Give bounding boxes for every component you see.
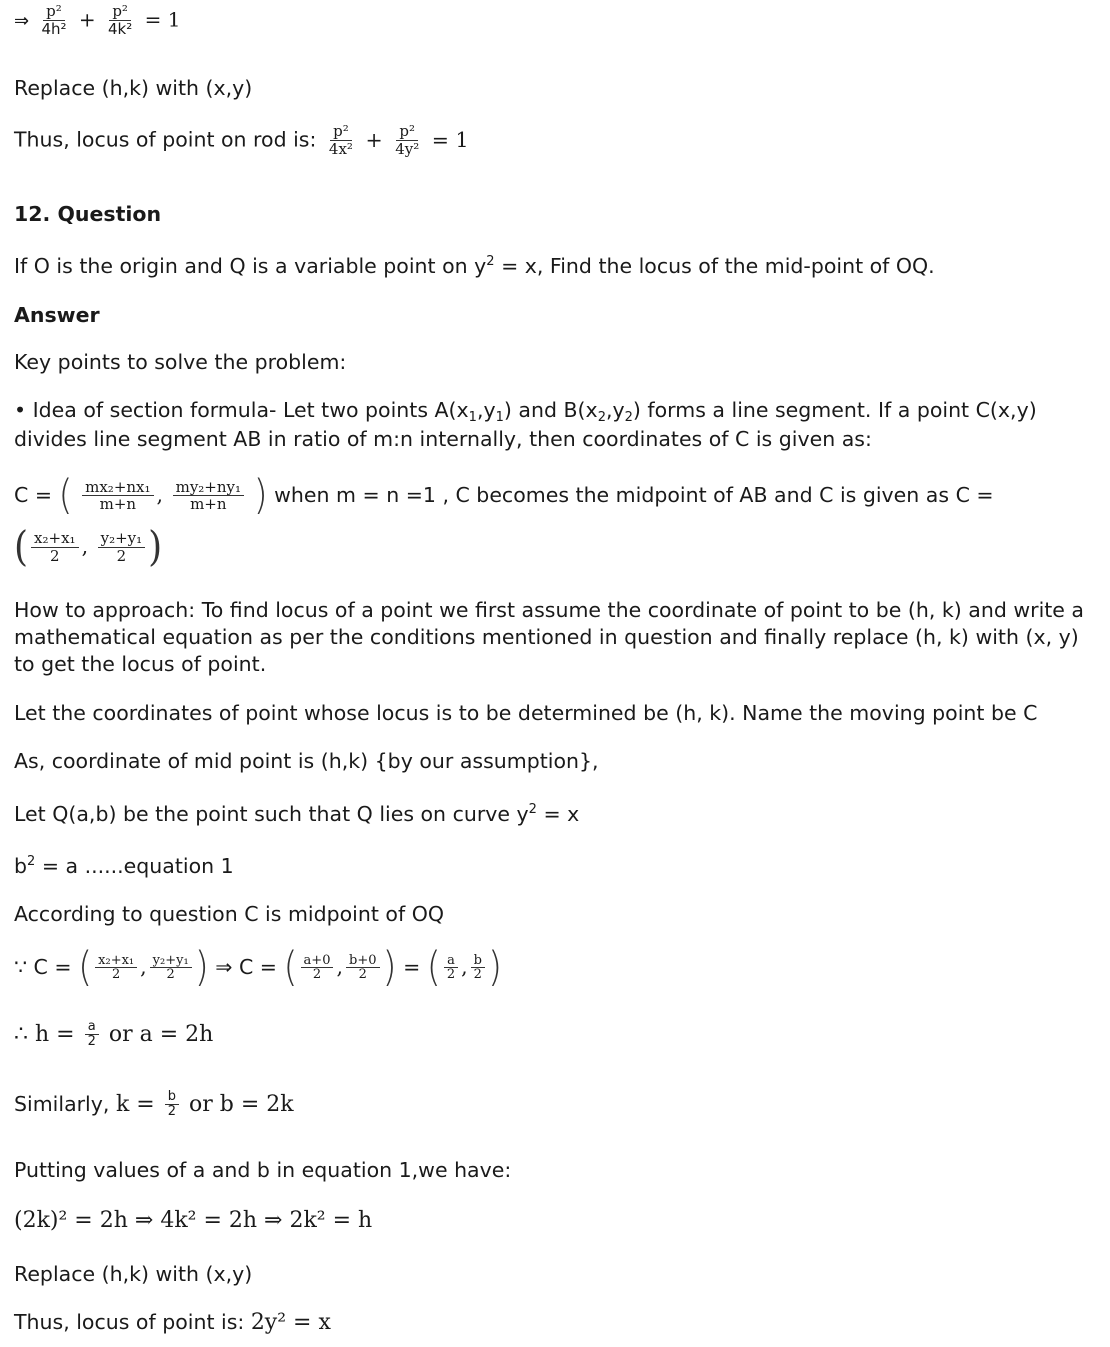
replace-text-2: Replace (h,k) with (x,y) — [14, 1262, 253, 1286]
fraction: $\frac{\text{mx₂+nx₁}}{m+n}$ — [82, 480, 153, 514]
fraction: $\frac{a}{2}$ — [444, 954, 458, 984]
fraction: $\frac{b}{2}$ — [165, 1090, 179, 1120]
answer-heading: Answer — [14, 303, 100, 327]
fraction: $\frac{\text{x₂+x₁}}{2}$ — [31, 531, 79, 565]
implies-arrow: ⇒ — [14, 10, 30, 32]
fraction: $\frac{\text{p²}}{\text{4k²}}$ — [108, 2, 133, 38]
fraction: $\frac{a}{2}$ — [85, 1020, 99, 1050]
fraction: $\frac{b+0}{2}$ — [346, 954, 380, 984]
question-heading: 12. Question — [14, 202, 162, 226]
replace-text: Replace (h,k) with (x,y) — [14, 76, 253, 100]
let-coordinates: Let the coordinates of point whose locus is to be determined be (h, k). Name the moving point be C — [14, 701, 1038, 725]
result-equation: (2k)² = 2h ⇒ 4k² = 2h ⇒ 2k² = h — [14, 1208, 373, 1233]
fraction: $\frac{\text{y₂+y₁}}{2}$ — [98, 531, 146, 565]
final-locus: Thus, locus of point is: 2y² = x — [14, 1310, 331, 1335]
fraction: $\frac{\text{p²}}{\text{4y²}}$ — [395, 122, 420, 158]
putting-text: Putting values of a and b in equation 1,we have: — [14, 1158, 512, 1182]
fraction: $\frac{\text{y₂+y₁}}{2}$ — [150, 954, 192, 984]
let-q-text: Let Q(a,b) be the point such that Q lies on curve $y^2 = x$ — [14, 802, 580, 826]
fraction: $\frac{\text{p²}}{\text{4x²}}$ — [328, 122, 353, 158]
h-equation: ∴ h = $\frac{a}{2}$ or a = 2h — [14, 1019, 214, 1049]
top-equation: ⇒ $\frac{\text{p²}}{\text{4h²}}$ + $\frac{\text{p²}}{\text{4k²}}$ = 1 — [14, 2, 181, 38]
fraction: $\frac{\text{p²}}{\text{4h²}}$ — [41, 2, 67, 38]
according-text: According to question C is midpoint of OQ — [14, 902, 444, 926]
fraction: $\frac{\text{x₂+x₁}}{2}$ — [95, 954, 137, 984]
fraction: $\frac{\text{my₂+ny₁}}{m+n}$ — [173, 480, 244, 514]
fraction: $\frac{b}{2}$ — [471, 954, 485, 984]
section-formula: C = ( $\frac{\text{mx₂+nx₁}}{m+n}$ , $\frac{\text{my₂+ny₁}}{m+n}$ ) when m = n =1 , C becomes the midpoint of AB and C is given as C = — [14, 471, 994, 519]
k-equation: Similarly, k = $\frac{b}{2}$ or b = 2k — [14, 1089, 294, 1119]
midpoint-formula: ( $\frac{\text{x₂+x₁}}{2}$ , $\frac{\text{y₂+y₁}}{2}$ ) — [14, 523, 163, 571]
as-coordinate: As, coordinate of mid point is (h,k) {by our assumption}, — [14, 749, 599, 773]
approach-text: How to approach: To find locus of a point we first assume the coordinate of point to be (h, k) and write a mathematical equation as per the conditions mentioned in question and finally replace (h, k) with (x, y) to get the locus of point. — [14, 598, 1084, 676]
section-formula-idea: • Idea of section formula- Let two points $A(x_1,y_1)$ and $B(x_2,y_2)$ forms a line segment. If a point C(x,y) divides line segment AB in ratio of m:n internally, then coordinates of C is given as: — [14, 398, 1037, 451]
locus-rod-line: Thus, locus of point on rod is: $\frac{\text{p²}}{\text{4x²}}$ + $\frac{\text{p²}}{\text{4y²}}$ = 1 — [14, 122, 469, 158]
question-text: If O is the origin and Q is a variable point on $y^2 = x$, Find the locus of the mid-point of OQ. — [14, 254, 935, 278]
key-points: Key points to solve the problem: — [14, 350, 347, 374]
midpoint-derivation: ∵ C = ( $\frac{\text{x₂+x₁}}{2}$ , $\frac{\text{y₂+y₁}}{2}$ ) ⇒ C = ( $\frac{a+0}{2}$ , $\frac{b+0}{2}$ ) = ( $\frac{a}{2}$ , $\frac{b}{2}$ ) — [14, 943, 503, 991]
fraction: $\frac{a+0}{2}$ — [301, 954, 334, 984]
equation-1: $b^2 = a$ ......equation 1 — [14, 854, 234, 878]
